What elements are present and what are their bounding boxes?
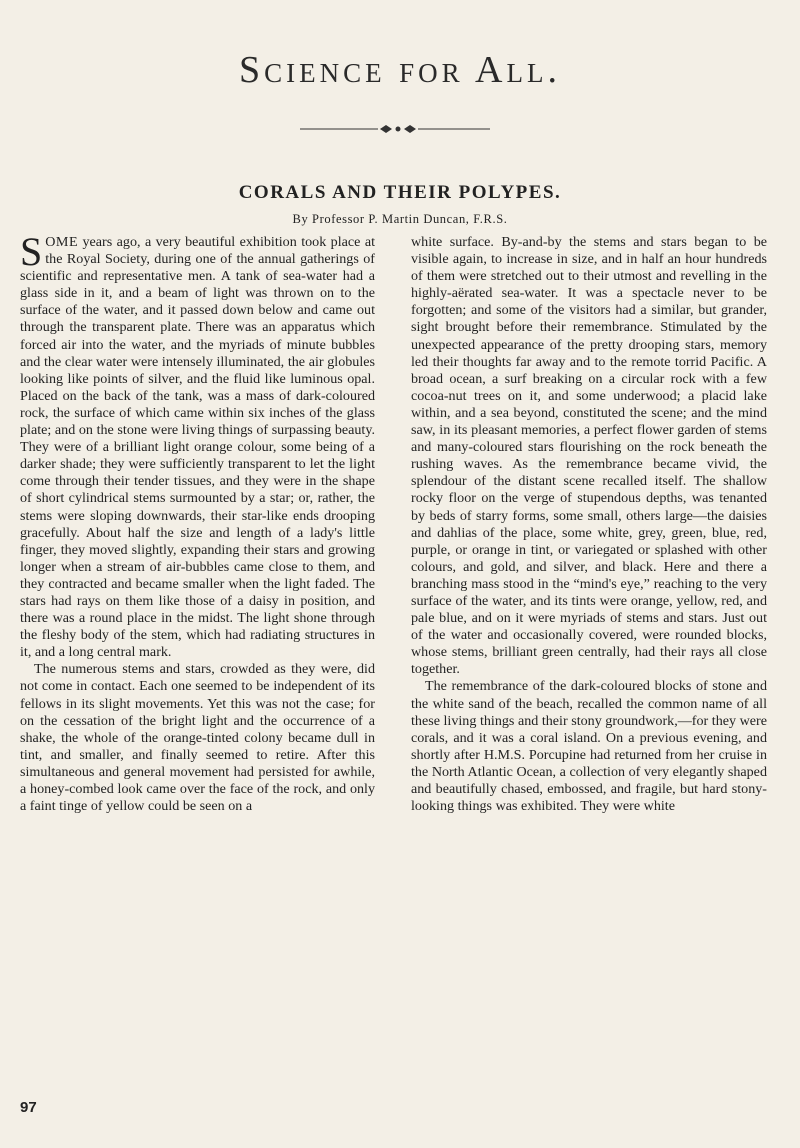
- article-byline: By Professor P. Martin Duncan, F.R.S.: [292, 212, 508, 226]
- page-number: 97: [20, 1099, 37, 1116]
- article-title: CORALS AND THEIR POLYPES.: [238, 182, 562, 203]
- right-column: [411, 234, 767, 1112]
- ornament-divider: [300, 124, 490, 134]
- masthead: Science for All.: [239, 49, 561, 91]
- lead-word: OME: [45, 234, 79, 250]
- paragraph: The remembrance of the dark-coloured blocks of stone and the white sand of the beach, recalled the common name of all these living things and their stony groundwork,—for they were corals, and it was a coral island. On a previous evening, and shortly after H.M.S. Porcupine had returned from her cruise in the North Atlantic Ocean, a collection of very elegantly shaped and beautifully chased, embossed, and fragile, but hard stony-looking things was exhibited. They were white: [411, 678, 767, 815]
- drop-cap: S: [20, 234, 43, 274]
- left-column: [20, 234, 375, 1112]
- paragraph: The numerous stems and stars, crowded as they were, did not come in contact. Each one seemed to be independent of its fellows in its slight movements. Yet this was not the case; for on the cessation of the bright light and the occurrence of a shake, the whole of the orange-tinted colony became dull in tint, and smaller, and finally seemed to retire. After this simultaneous and general movement had persisted for awhile, a honey-combed look came over the face of the rock, and only a faint tinge of yellow could be seen on a: [20, 661, 375, 815]
- paragraph: [20, 234, 375, 661]
- paragraph: white surface. By-and-by the stems and stars began to be visible again, to increase in size, and in half an hour hundreds of them were stretched out to their utmost and revelling in the highly-aërated sea-water. It was a spectacle never to be forgotten; and some of the visitors had a similar, but grander, sight brought before their remembrance. Stimulated by the unexpected appearance of the pretty drooping stars, memory led their thoughts far away and to the remote torrid Pacific. A broad ocean, a surf breaking on a circular rock with a few cocoa-nut trees on it, and some underwood; a placid lake within, and a sea beyond, constituted the scene; and the mind saw, in its pleasant memories, a perfect flower garden of stems and many-coloured stars flourishing on the rock beneath the rushing waves. As the remembrance became vivid, the splendour of the distant scene recalled itself. The shallow rocky floor on the verge of stupendous depths, was tenanted by beds of starry forms, some small, others large—the daisies and dahlias of the place, some white, grey, green, blue, red, purple, or orange in tint, or variegated or splashed with other colours, and gold, and silver, and black. Here and there a branching mass stood in the “mind's eye,” reaching to the very surface of the water, and its tints were orange, yellow, red, and pale blue, and on it were myriads of stems and stars. Just out of the water and occasionally covered, were rounded blocks, whose stems, brilliant green centrally, had their rays all close together.: [411, 234, 767, 678]
- paragraph-text: years ago, a very beautiful exhibition took place at the Royal Society, during one of the annual gatherings of scientific and representative men. A tank of sea-water had a glass side in it, and a beam of light was thrown on to the surface of the water, and it passed down below and came out through the transparent plate. There was an apparatus which forced air into the water, and the myriads of minute bubbles and the clear water were intensely illuminated, the air globules looking like points of silver, and the fluid like luminous opal. Placed on the back of the tank, was a mass of dark-coloured rock, the surface of which came within six inches of the glass plate; and on the stone were living things of surpassing beauty. They were of a brilliant light orange colour, some being of a darker shade; they were sufficiently transparent to let the light come through their tender tissues, and they were in the shape of short cylindrical stems surmounted by a star; or, rather, the stems were sloping downwards, their star-like ends drooping gracefully. About half the size and length of a lady's little finger, they moved slightly, expanding their stars and growing longer when a stream of air-bubbles came close to them, and they contracted and became smaller when the light faded. The stars had rays on them like those of a daisy in position, and there was a round place in the midst. The light shone through the fleshy body of the stem, which had radiating structures in it, and a long central mark.: [20, 234, 375, 661]
